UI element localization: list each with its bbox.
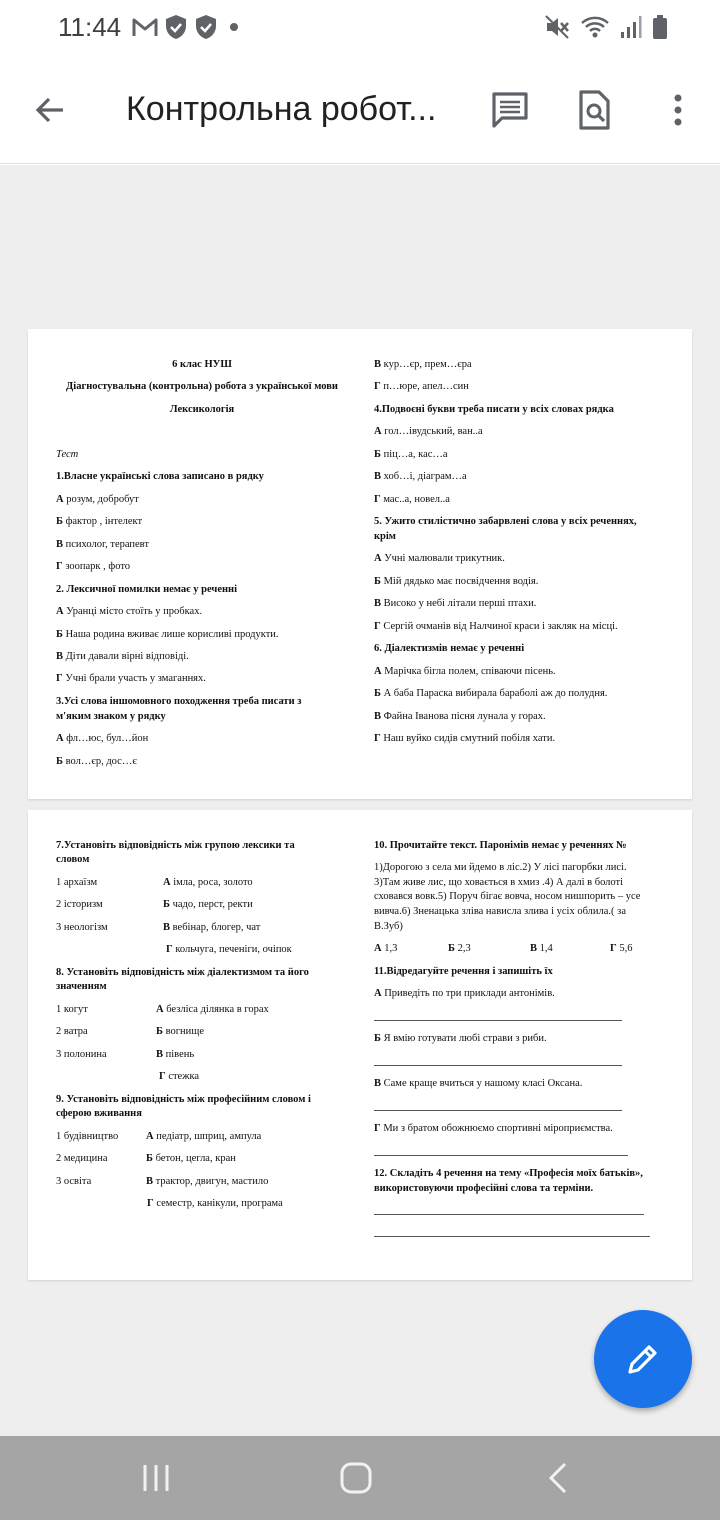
home-icon xyxy=(339,1461,373,1495)
question-5-line2: крім xyxy=(374,531,396,542)
answer-3a: фл…юс, бул…йон xyxy=(66,733,149,744)
answer-6c: Файна Іванова пісня лунала у горах. xyxy=(383,711,546,722)
answer-5c: Високо у небі літали перші птахи. xyxy=(383,598,537,609)
recent-apps-icon xyxy=(141,1463,171,1493)
back-button[interactable] xyxy=(26,86,74,134)
question-9-line1: 9. Установіть відповідність між професійним словом і xyxy=(56,1094,311,1105)
q8-item-1: 1 когут xyxy=(56,1004,88,1015)
q10-option-c: 1,4 xyxy=(539,943,553,954)
answer-6d: Наш вуйко сидів смутний побіля хати. xyxy=(383,733,556,744)
question-1: 1.Власне українські слова записано в рядку xyxy=(56,471,264,482)
subject-title: Лексикологія xyxy=(169,404,235,415)
question-6: 6. Діалектизмів немає у реченні xyxy=(374,643,525,654)
question-8-line1: 8. Установіть відповідність між діалектизмом та його xyxy=(56,967,309,978)
q9-item-1: 1 будівництво xyxy=(56,1131,119,1142)
app-bar xyxy=(0,60,720,164)
find-in-document-button[interactable] xyxy=(568,84,620,136)
q8-option-a: безліса ділянка в горах xyxy=(166,1004,269,1015)
q11-sentence-d: Ми з братом обожнюємо спортивні міроприємства. xyxy=(383,1123,613,1134)
signal-icon xyxy=(620,14,642,45)
notification-dot-icon xyxy=(224,17,244,42)
question-5-line1: 5. Ужито стилістично забарвлені слова у всіх реченнях, xyxy=(374,516,637,527)
answer-line xyxy=(374,1020,622,1021)
q8-option-d: стежка xyxy=(168,1071,200,1082)
q9-item-2: 2 медицина xyxy=(56,1153,108,1164)
answer-1a: розум, добробут xyxy=(66,494,139,505)
answer-6b: А баба Параска вибирала бараболі аж до полудня. xyxy=(383,688,608,699)
answer-1c: психолог, терапевт xyxy=(65,539,149,550)
q9-option-c: трактор, двигун, мастило xyxy=(155,1176,269,1187)
clock: 11:44 xyxy=(58,12,122,42)
test-label: Тест xyxy=(56,449,79,460)
answer-2d: Учні брали участь у змаганнях. xyxy=(65,673,206,684)
battery-icon xyxy=(652,14,668,45)
q7-option-d: кольчуга, печеніги, очіпок xyxy=(175,944,292,955)
q9-option-d: семестр, канікули, програма xyxy=(156,1198,283,1209)
recent-apps-button[interactable] xyxy=(126,1454,186,1502)
q9-option-b: бетон, цегла, кран xyxy=(155,1153,236,1164)
gmail-icon xyxy=(132,16,158,43)
q7-option-a: імла, роса, золото xyxy=(173,877,253,888)
q7-option-c: вебінар, блогер, чат xyxy=(172,922,261,933)
answer-4d: мас..а, новел..а xyxy=(383,494,450,505)
comments-button[interactable] xyxy=(484,84,536,136)
answer-4a: гол…івудський, ван..а xyxy=(384,426,483,437)
q8-option-b: вогнище xyxy=(165,1026,205,1037)
question-11: 11.Відредагуйте речення і запишіть їх xyxy=(374,966,553,977)
more-vert-icon xyxy=(672,93,684,127)
q11-sentence-c: Саме краще вчиться у нашому класі Оксана. xyxy=(383,1078,583,1089)
q7-item-3: 3 неологізм xyxy=(56,922,108,933)
q11-sentence-a: Приведіть по три приклади антонімів. xyxy=(384,988,555,999)
chevron-left-icon xyxy=(546,1461,570,1495)
q9-item-3: 3 освіта xyxy=(56,1176,92,1187)
edit-fab-button[interactable] xyxy=(594,1310,692,1408)
system-navigation-bar xyxy=(0,1436,720,1520)
q10-text-line5: В.Зуб) xyxy=(374,921,403,932)
q10-text-line4: вивча.6) Зненацька зліва нависла злива і усіх облила.( за xyxy=(374,906,626,917)
answer-5d: Сергій очманів від Налчиної краси і закляк на місці. xyxy=(383,621,618,632)
question-12-line2: використовуючи професійні слова та терміни. xyxy=(374,1183,594,1194)
status-bar xyxy=(0,0,720,60)
q8-item-2: 2 ватра xyxy=(56,1026,88,1037)
document-title: Контрольна робот... xyxy=(126,90,437,128)
edit-pencil-icon xyxy=(625,1341,661,1377)
comment-icon xyxy=(490,90,530,130)
question-3-line1: 3.Усі слова іншомовного походження треба писати з xyxy=(56,696,302,707)
answer-2a: Уранці місто стоїть у пробках. xyxy=(66,606,203,617)
q9-option-a: педіатр, шприц, ампула xyxy=(156,1131,262,1142)
answer-2b: Наша родина вживає лише корисливі продукти. xyxy=(65,629,279,640)
more-options-button[interactable] xyxy=(652,84,704,136)
q8-item-3: 3 полонина xyxy=(56,1049,107,1060)
question-7-line2: словом xyxy=(56,854,90,865)
answer-1b: фактор , інтелект xyxy=(65,516,143,527)
answer-line xyxy=(374,1155,628,1156)
answer-3c: кур…єр, прем…єра xyxy=(383,359,472,370)
answer-4b: піц…а, кас…а xyxy=(383,449,448,460)
answer-1d: зоопарк , фото xyxy=(65,561,131,572)
question-3-line2: м'яким знаком у рядку xyxy=(56,711,166,722)
q7-item-1: 1 архаїзм xyxy=(56,877,98,888)
q7-option-b: чадо, перст, ректи xyxy=(172,899,253,910)
answer-5b: Мій дядько має посвідчення водія. xyxy=(383,576,539,587)
wifi-icon xyxy=(580,14,610,45)
find-in-page-icon xyxy=(577,90,611,130)
grade-header: 6 клас НУШ xyxy=(172,359,232,370)
question-7-line1: 7.Установіть відповідність між групою лексики та xyxy=(56,840,295,851)
answer-line xyxy=(374,1065,622,1066)
arrow-back-icon xyxy=(33,93,67,127)
document-page-1: 6 клас НУШ Діагностувальна (контрольна) робота з української мови Лексикологія Тест 1.Власне українські слова записано в рядку А розум, добробут Б фактор , інтелект В психолог, терапевт Г зоопарк , фото 2. Лексичної помилки немає у реченні А Уранці місто стоїть у пробках. Б Наша родина вживає лише корисливі продукти. В Діти давали вірні відповіді. Г Учні брали участь у змаганнях. 3.Усі слова іншомовного походження треба писати з м'яким знаком у рядку А фл…юс, бул…йон Б вол…єр, дос…є В кур…єр, прем…єра Г п…юре, апел…син 4.Подвоєні букви треба писати у всіх словах рядка А гол…івудський, ван..а Б піц…а, кас…а В хоб…і, діаграм…а Г мас..а, новел..а 5. Ужито стилістично забарвлені слова у всіх реченнях, крім А Учні малювали трикутник. Б Мій дядько має посвідчення водія. В Високо у небі літали перші птахи. Г Сергій очманів від Налчиної краси і закляк на місці. 6. Діалектизмів немає у реченні А Марічка бігла полем, співаючи пісень. Б А баба Параска вибирала бараболі аж до полудня. В Файна Іванова пісня лунала у горах. Г Наш вуйко сидів смутний побіля хати. xyxy=(28,329,692,799)
question-2: 2. Лексичної помилки немає у реченні xyxy=(56,584,238,595)
question-10: 10. Прочитайте текст. Паронімів немає у реченнях № xyxy=(374,840,627,851)
q10-text-line1: 1)Дорогою з села ми йдемо в ліс.2) У лісі пагорбки лисі. xyxy=(374,862,627,873)
answer-line xyxy=(374,1110,622,1111)
question-12-line1: 12. Складіть 4 речення на тему «Професія моїх батьків», xyxy=(374,1168,643,1179)
question-4: 4.Подвоєні букви треба писати у всіх словах рядка xyxy=(374,404,614,415)
answer-6a: Марічка бігла полем, співаючи пісень. xyxy=(384,666,556,677)
answer-line xyxy=(374,1236,650,1237)
q10-option-a: 1,3 xyxy=(384,943,398,954)
back-nav-button[interactable] xyxy=(528,1454,588,1502)
q11-sentence-b: Я вмію готувати любі страви з риби. xyxy=(383,1033,547,1044)
document-page-2: 7.Установіть відповідність між групою лексики та словом 1 архаїзм А імла, роса, золото 2 історизм Б чадо, перст, ректи 3 неологізм В вебінар, блогер, чат Г кольчуга, печеніги, очіпок 8. Установіть відповідність між діалектизмом та його значенням 1 когут А безліса ділянка в горах 2 ватра Б вогнище 3 полонина В півень Г стежка 9. Установіть відповідність між професійним словом і сферою вживання 1 будівництво А педіатр, шприц, ампула 2 медицина Б бетон, цегла, кран 3 освіта В трактор, двигун, мастило Г семестр, канікули, програма 10. Прочитайте текст. Паронімів немає у реченнях № 1)Дорогою з села ми йдемо в ліс.2) У лісі пагорбки лисі. 3)Там живе лис, що ховається в хмиз .4) А далі в болоті сховався вовк.5) Поруч бігає вовча, носом нишпорить – усе вивча.6) Зненацька зліва нависла злива і усіх облила.( за В.Зуб) А 1,3 Б 2,3 В 1,4 Г 5,6 11.Відредагуйте речення і запишіть їх А Приведіть по три приклади антонімів. Б Я вмію готувати любі страви з риби. В Саме краще вчиться у нашому класі Оксана. Г Ми з братом обожнюємо спортивні міроприємства. 12. Складіть 4 речення на тему «Професія моїх батьків», використовуючи професійні слова та терміни. xyxy=(28,810,692,1280)
q10-text-line3: сховався вовк.5) Поруч бігає вовча, носом нишпорить – усе xyxy=(374,891,641,902)
answer-line xyxy=(374,1214,644,1215)
question-8-line2: значенням xyxy=(56,981,107,992)
mute-icon xyxy=(544,14,570,45)
shield-check-icon-2 xyxy=(194,14,218,45)
test-title: Діагностувальна (контрольна) робота з української мови xyxy=(66,381,338,392)
q10-option-b: 2,3 xyxy=(457,943,471,954)
shield-check-icon xyxy=(164,14,188,45)
q7-item-2: 2 історизм xyxy=(56,899,103,910)
answer-3b: вол…єр, дос…є xyxy=(65,756,137,767)
document-viewer[interactable] xyxy=(0,165,720,1436)
answer-5a: Учні малювали трикутник. xyxy=(384,553,505,564)
q10-text-line2: 3)Там живе лис, що ховається в хмиз .4) А далі в болоті xyxy=(374,877,624,888)
answer-4c: хоб…і, діаграм…а xyxy=(383,471,467,482)
question-9-line2: сферою вживання xyxy=(56,1108,142,1119)
q10-option-d: 5,6 xyxy=(619,943,633,954)
answer-3d: п…юре, апел…син xyxy=(383,381,469,392)
q8-option-c: півень xyxy=(165,1049,195,1060)
home-button[interactable] xyxy=(326,1454,386,1502)
answer-2c: Діти давали вірні відповіді. xyxy=(65,651,189,662)
